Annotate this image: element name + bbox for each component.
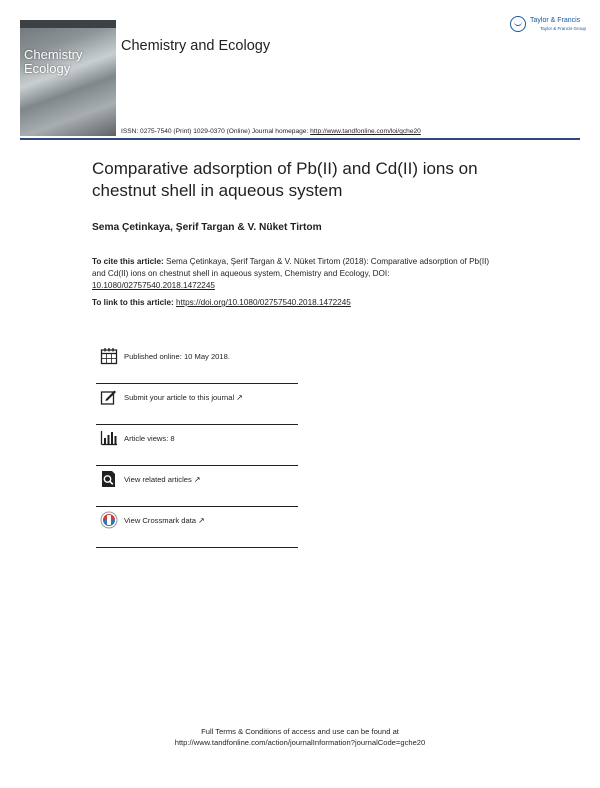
publisher-sub: Taylor & Francis Group <box>540 26 587 31</box>
article-info-list <box>96 343 298 548</box>
calendar-icon <box>100 347 118 365</box>
article-views: Article views: 8 <box>124 434 175 443</box>
edit-icon <box>100 388 118 406</box>
doi-link[interactable]: 10.1080/02757540.2018.1472245 <box>92 281 215 290</box>
related-articles-link[interactable] <box>124 475 201 484</box>
cover-title: Chemistry Ecology <box>24 47 83 76</box>
published-row <box>96 343 298 384</box>
link-label: To link to this article: <box>92 298 177 307</box>
footer-terms-link[interactable]: http://www.tandfonline.com/action/journalInformation?journalCode=gche20 <box>174 738 426 747</box>
external-link-icon: ↗ <box>193 475 201 484</box>
header-divider <box>20 138 580 140</box>
cite-label: To cite this article: <box>92 257 164 266</box>
footer-terms-text: Full Terms & Conditions of access and use can be found at <box>201 727 399 736</box>
article-title: Comparative adsorption of Pb(II) and Cd(II) ions on chestnut shell in aqueous system <box>92 159 478 200</box>
cover-topbar <box>20 20 116 28</box>
submit-article-label: Submit your article to this journal <box>124 393 235 402</box>
publisher-name: Taylor & Francis <box>530 17 581 24</box>
submit-article-row[interactable] <box>96 384 298 425</box>
footer <box>0 726 600 748</box>
issn-line <box>121 128 421 135</box>
crossmark-label: View Crossmark data <box>124 516 197 525</box>
journal-homepage-link[interactable]: http://www.tandfonline.com/loi/gche20 <box>310 128 421 135</box>
submit-article-link[interactable] <box>124 393 243 402</box>
related-articles-row[interactable] <box>96 466 298 507</box>
article-doi-url[interactable]: https://doi.org/10.1080/02757540.2018.1472245 <box>176 298 351 307</box>
crossmark-icon <box>100 511 118 529</box>
article-link-block <box>92 298 351 307</box>
crossmark-link[interactable] <box>124 516 205 525</box>
publisher-logo[interactable] <box>510 16 586 38</box>
external-link-icon: ↗ <box>198 516 205 525</box>
issn-text: ISSN: 0275-7540 (Print) 1029-0370 (Online) Journal homepage: <box>121 128 311 135</box>
search-document-icon <box>100 470 118 488</box>
crossmark-row[interactable] <box>96 507 298 548</box>
external-link-icon: ↗ <box>236 393 243 402</box>
article-authors: Sema Çetinkaya, Şerif Targan & V. Nüket Tirtom <box>92 222 322 233</box>
related-articles-label: View related articles <box>124 475 192 484</box>
journal-name[interactable]: Chemistry and Ecology <box>121 38 271 54</box>
cite-text: Sema Çetinkaya, Şerif Targan & V. Nüket Tirtom (2018): Comparative adsorption of Pb(II) and Cd(II) ions on chestnut shell in aqueous system, Chemistry and Ecology, DOI: <box>92 257 490 278</box>
journal-cover-image <box>20 20 116 136</box>
bar-chart-icon <box>100 429 118 447</box>
publisher-logo-icon <box>510 16 526 32</box>
article-views-row <box>96 425 298 466</box>
citation-block <box>92 256 492 292</box>
published-date: Published online: 10 May 2018. <box>124 352 230 361</box>
